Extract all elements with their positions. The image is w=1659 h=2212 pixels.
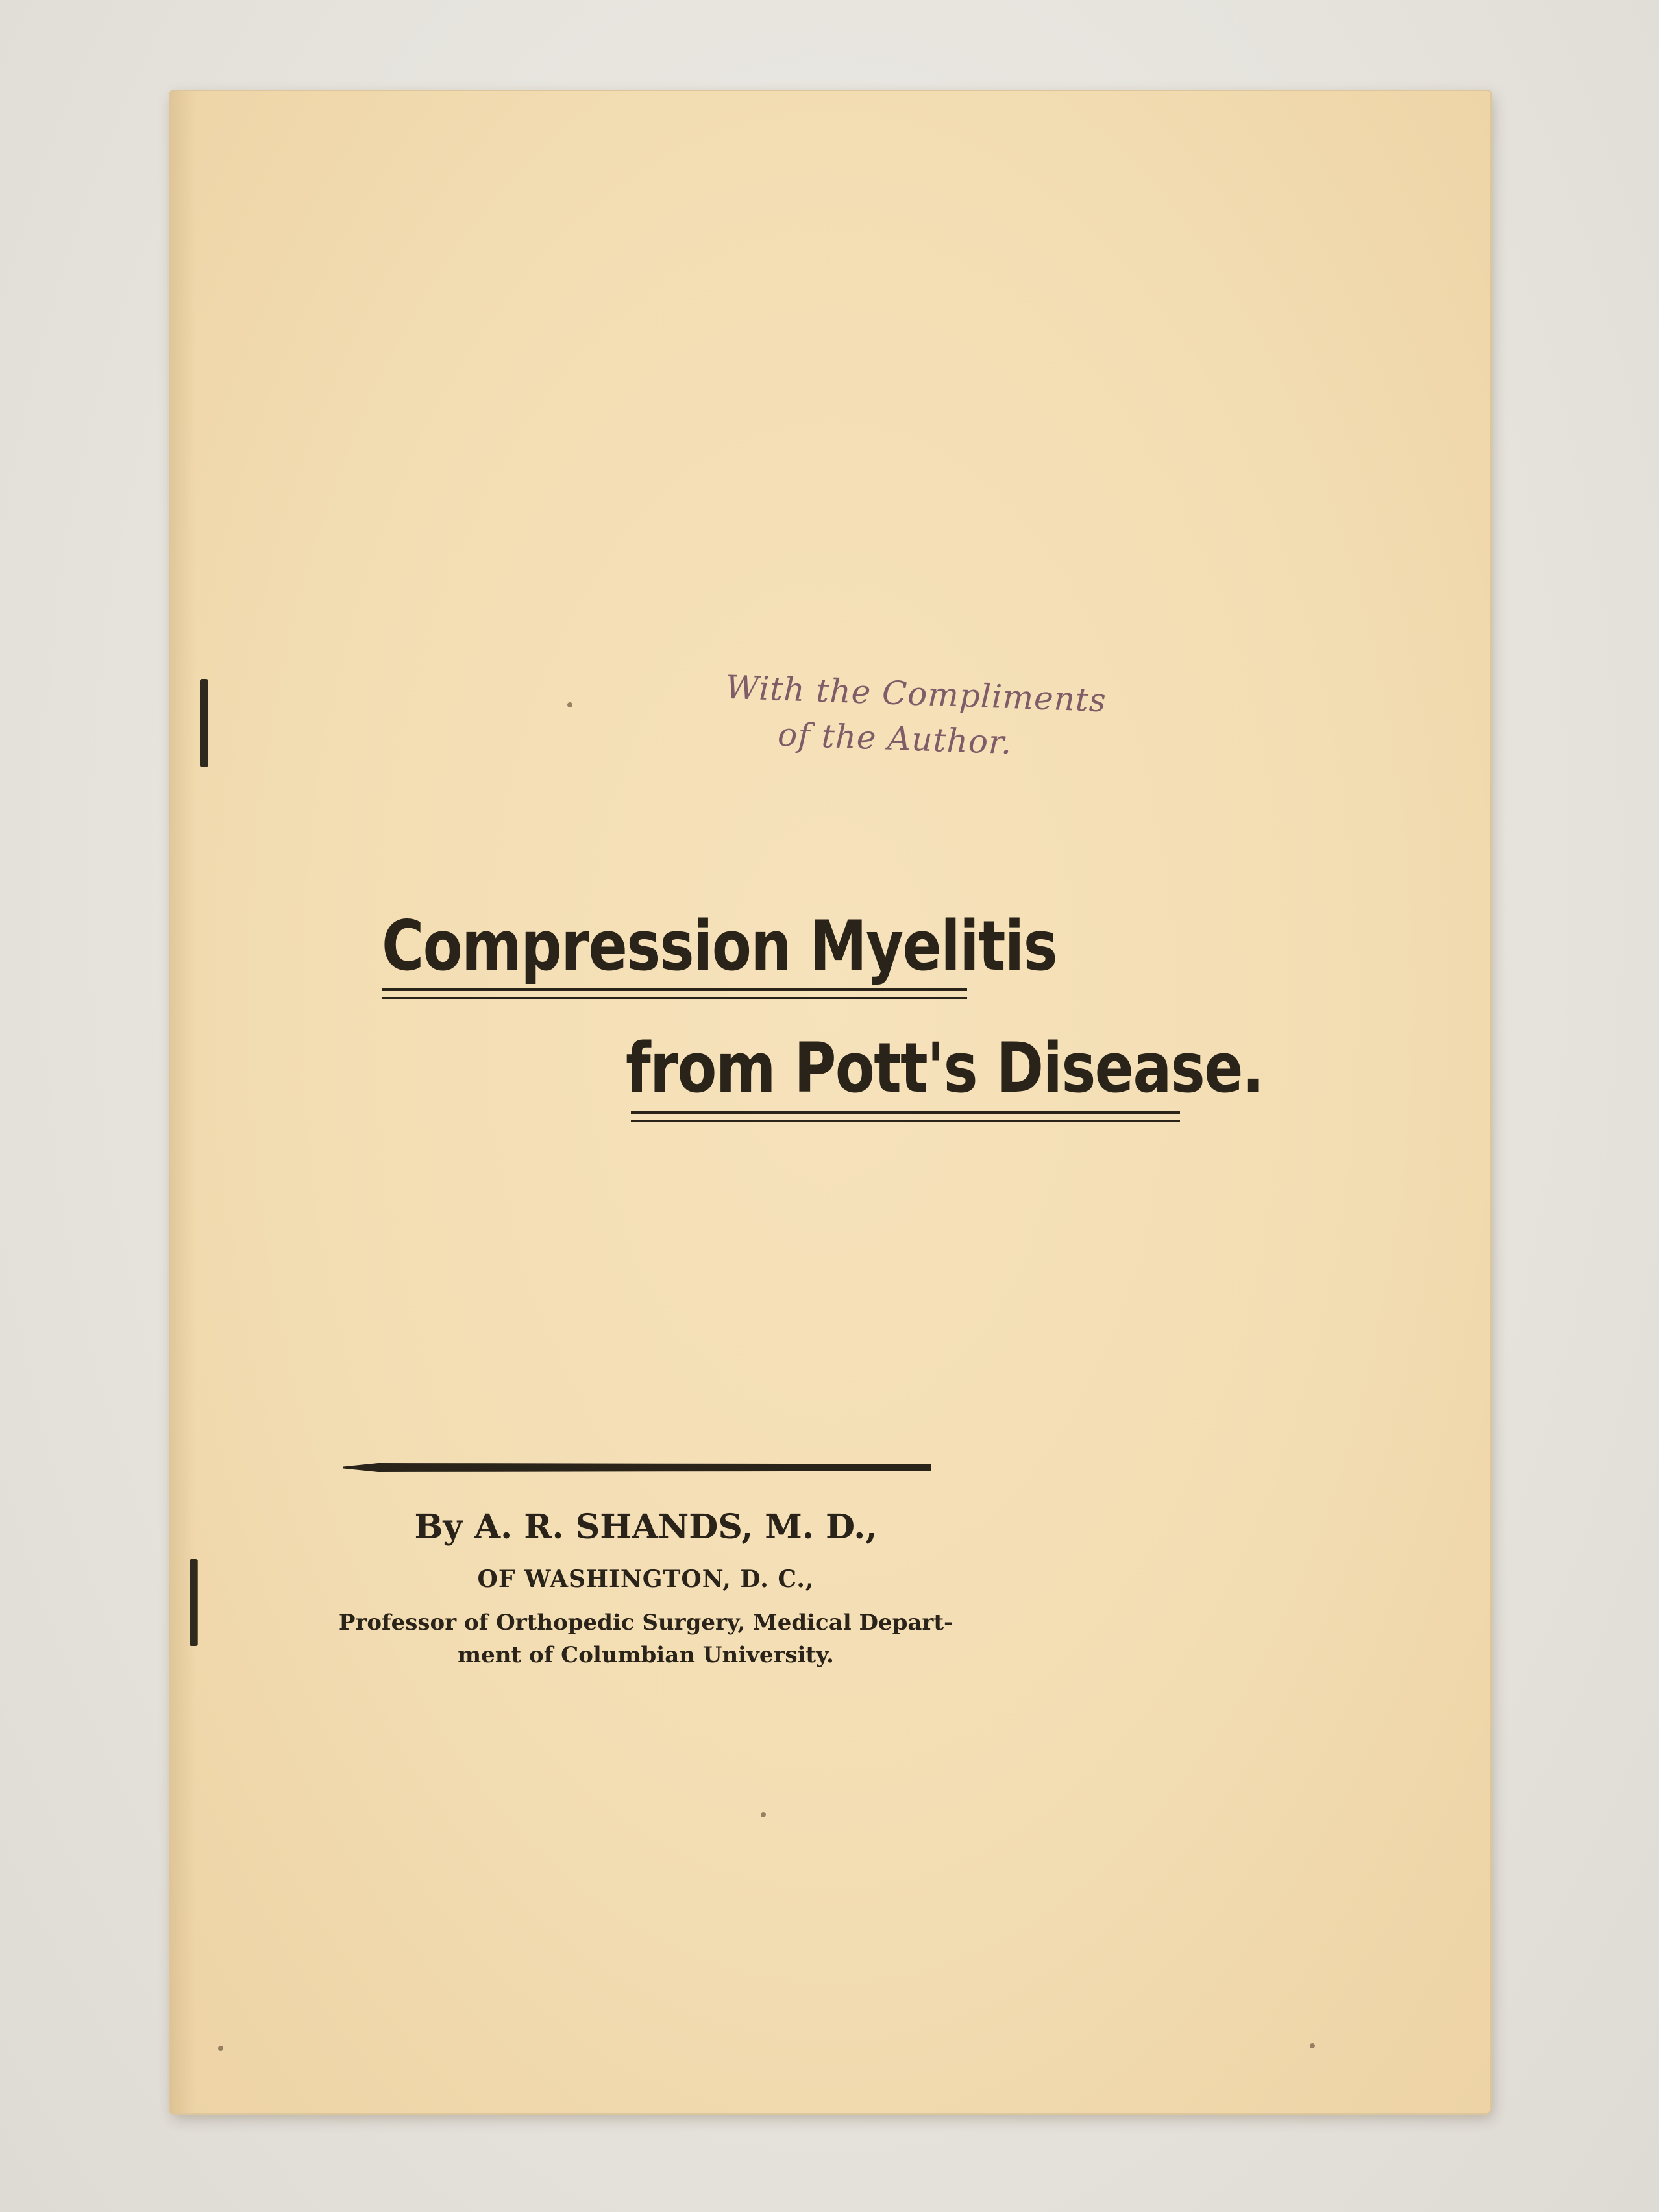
title-underline-1b bbox=[382, 997, 967, 999]
compliments-stamp bbox=[700, 664, 1131, 770]
title-underline-2b bbox=[631, 1120, 1180, 1122]
stamp-line-1: With the Compliments bbox=[724, 668, 1107, 720]
stamp-line-2: of the Author. bbox=[777, 715, 1013, 762]
spine-shadow bbox=[170, 91, 196, 2113]
paper-speck bbox=[1310, 2043, 1315, 2048]
title-line-2: from Pott's Disease. bbox=[626, 1028, 1263, 1108]
staple-top bbox=[200, 679, 208, 767]
title-line-1: Compression Myelitis bbox=[382, 906, 1057, 986]
title-underline-1a bbox=[382, 988, 967, 991]
author-name: By A. R. SHANDS, M. D., bbox=[414, 1507, 878, 1547]
author-affiliation-line-1: Professor of Orthopedic Surgery, Medical Depart- bbox=[338, 1610, 953, 1636]
title-underline-2a bbox=[631, 1111, 1180, 1114]
paper-speck bbox=[567, 702, 572, 707]
author-affiliation-line-2: ment of Columbian University. bbox=[458, 1642, 834, 1668]
author-location: OF WASHINGTON, D. C., bbox=[477, 1566, 815, 1593]
paper-speck bbox=[761, 1812, 766, 1817]
staple-bottom bbox=[190, 1559, 197, 1646]
decorative-rule bbox=[343, 1463, 931, 1472]
paper-speck bbox=[218, 2046, 223, 2051]
